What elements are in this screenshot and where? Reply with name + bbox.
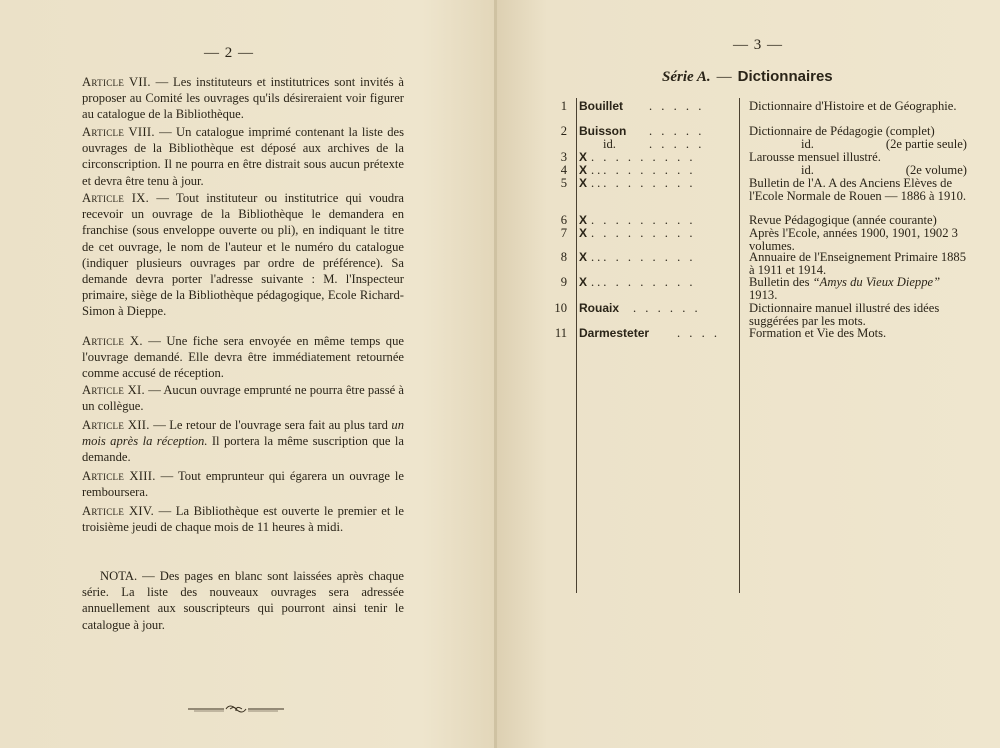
entry-author: Darmesteter: [579, 326, 650, 340]
entry-dots: . . . . .: [649, 99, 705, 113]
entry-author: X: [579, 275, 588, 289]
entry-number: 6: [560, 213, 567, 227]
article-xiii: Article XIII. — Tout emprunteur qui égarera un ouvrage le remboursera.: [82, 469, 404, 500]
left-page: [0, 0, 497, 748]
entry-description: Dictionnaire manuel illustré des idées suggérées par les mots.: [749, 301, 940, 328]
entry-number: 11: [554, 326, 567, 340]
entry-dots: . . . . . . . . .: [591, 226, 696, 240]
ornament-divider-icon: [188, 703, 284, 715]
entry-author: Rouaix: [579, 301, 620, 315]
entry-author: X: [579, 163, 588, 177]
nota-paragraph: NOTA. — Des pages en blanc sont laissées après chaque série. La liste des nouveaux ouvrages sera adressée annuellement aux souscripteurs qui pourront ainsi tenir le catalogue à jour.: [82, 569, 404, 632]
entry-author: X: [579, 176, 588, 190]
article-viii: Article VIII. — Un catalogue imprimé contenant la liste des ouvrages de la Bibliothèque est déposé aux archives de la circonscription. Il ne pourra en être distrait sous aucun prétexte et devra être tenu à jour.: [82, 125, 404, 188]
article-xiv: Article XIV. — La Bibliothèque est ouverte le premier et le troisième jeudi de chaque mois de 11 heures à midi.: [82, 504, 404, 535]
right-page: [497, 0, 1000, 748]
article-vii: Article VII. — Les instituteurs et institutrices sont invités à proposer au Comité les ouvrages qu'ils désireraient voir figurer au catalogue de la Bibliothèque.: [82, 75, 405, 122]
entry-author: X: [579, 213, 588, 227]
page-number-right: — 3 —: [733, 37, 783, 53]
series-label: Série A.: [662, 69, 711, 85]
entry-dots: ... . . . . . . .: [591, 176, 696, 190]
entry-description: Bulletin des “Amys du Vieux Dieppe” 1913.: [749, 275, 941, 302]
entry-author: Buisson: [579, 124, 627, 138]
entry-description: Après l'Ecole, années 1900, 1901, 1902 3 volumes.: [749, 226, 958, 253]
entry-description: Larousse mensuel illustré.: [749, 150, 881, 164]
entry-dots: ... . . . . . . .: [591, 250, 696, 264]
article-x: Article X. — Une fiche sera envoyée en même temps que l'ouvrage demandé. Elle devra être immédiatement retournée comme accusé de réception.: [82, 334, 404, 381]
entry-number: 2: [560, 124, 567, 138]
entry-description: Revue Pédagogique (année courante): [749, 213, 937, 227]
entry-number: 1: [560, 99, 567, 113]
entry-author: X: [579, 150, 588, 164]
entry-description: id. (2e volume): [801, 163, 967, 177]
entry-dots: . . . . . . . . .: [591, 213, 696, 227]
column-rule-left: [576, 98, 577, 593]
series-title: Dictionnaires: [737, 68, 833, 85]
article-xii: Article XII. — Le retour de l'ouvrage sera fait au plus tard un mois après la réception. Il portera la même suscription que la demande.: [82, 418, 404, 465]
entry-number: 9: [560, 275, 567, 289]
series-header: [662, 68, 833, 86]
entry-author: X: [579, 250, 588, 264]
entry-author: id.: [603, 137, 616, 151]
entry-dots: ... . . . . . . .: [591, 275, 696, 289]
entry-description: id. (2e partie seule): [801, 137, 967, 151]
entry-dots: . . . .: [677, 326, 721, 340]
entry-dots: . . . . . .: [633, 301, 701, 315]
entry-dots: . . . . .: [649, 124, 705, 138]
article-xi: Article XI. — Aucun ouvrage emprunté ne pourra être passé à un collègue.: [82, 383, 404, 414]
entry-description: Annuaire de l'Enseignement Primaire 1885 à 1911 et 1914.: [749, 250, 967, 277]
entry-description: Dictionnaire de Pédagogie (complet): [749, 124, 935, 138]
entry-description: Formation et Vie des Mots.: [749, 326, 887, 340]
entry-number: 5: [560, 176, 567, 190]
column-rule-right: [739, 98, 740, 593]
entry-description: Dictionnaire d'Histoire et de Géographie.: [749, 99, 957, 113]
page-number-left: — 2 —: [204, 45, 254, 61]
entry-dots: ... . . . . . . .: [591, 163, 696, 177]
entry-number: 3: [560, 150, 567, 164]
entry-number: 4: [560, 163, 567, 177]
entry-number: 10: [554, 301, 567, 315]
series-dash: —: [716, 69, 732, 85]
entry-number: 7: [560, 226, 567, 240]
entry-description: Bulletin de l'A. A des Anciens Elèves de l'Ecole Normale de Rouen — 1886 à 1910.: [749, 176, 967, 203]
entry-dots: . . . . .: [649, 137, 705, 151]
entry-dots: . . . . . . . . .: [591, 150, 696, 164]
article-ix: Article IX. — Tout instituteur ou institutrice qui voudra recevoir un ouvrage de la Bibliothèque le demandera en franchise (sous enveloppe ouverte ou pli), en indiquant le titre de cet ouvrage, le nom de l'auteur et le numéro du catalogue (indiquer plusieurs ouvrages par ordre de préférence). Sa demande devra porter l'adresse suivante : M. l'Inspecteur primaire, siège de la Bibliothèque pédagogique, Ecole Richard-Simon à Dieppe.: [82, 191, 405, 319]
entry-number: 8: [560, 250, 567, 264]
entry-author: Bouillet: [579, 99, 623, 113]
entry-author: X: [579, 226, 588, 240]
